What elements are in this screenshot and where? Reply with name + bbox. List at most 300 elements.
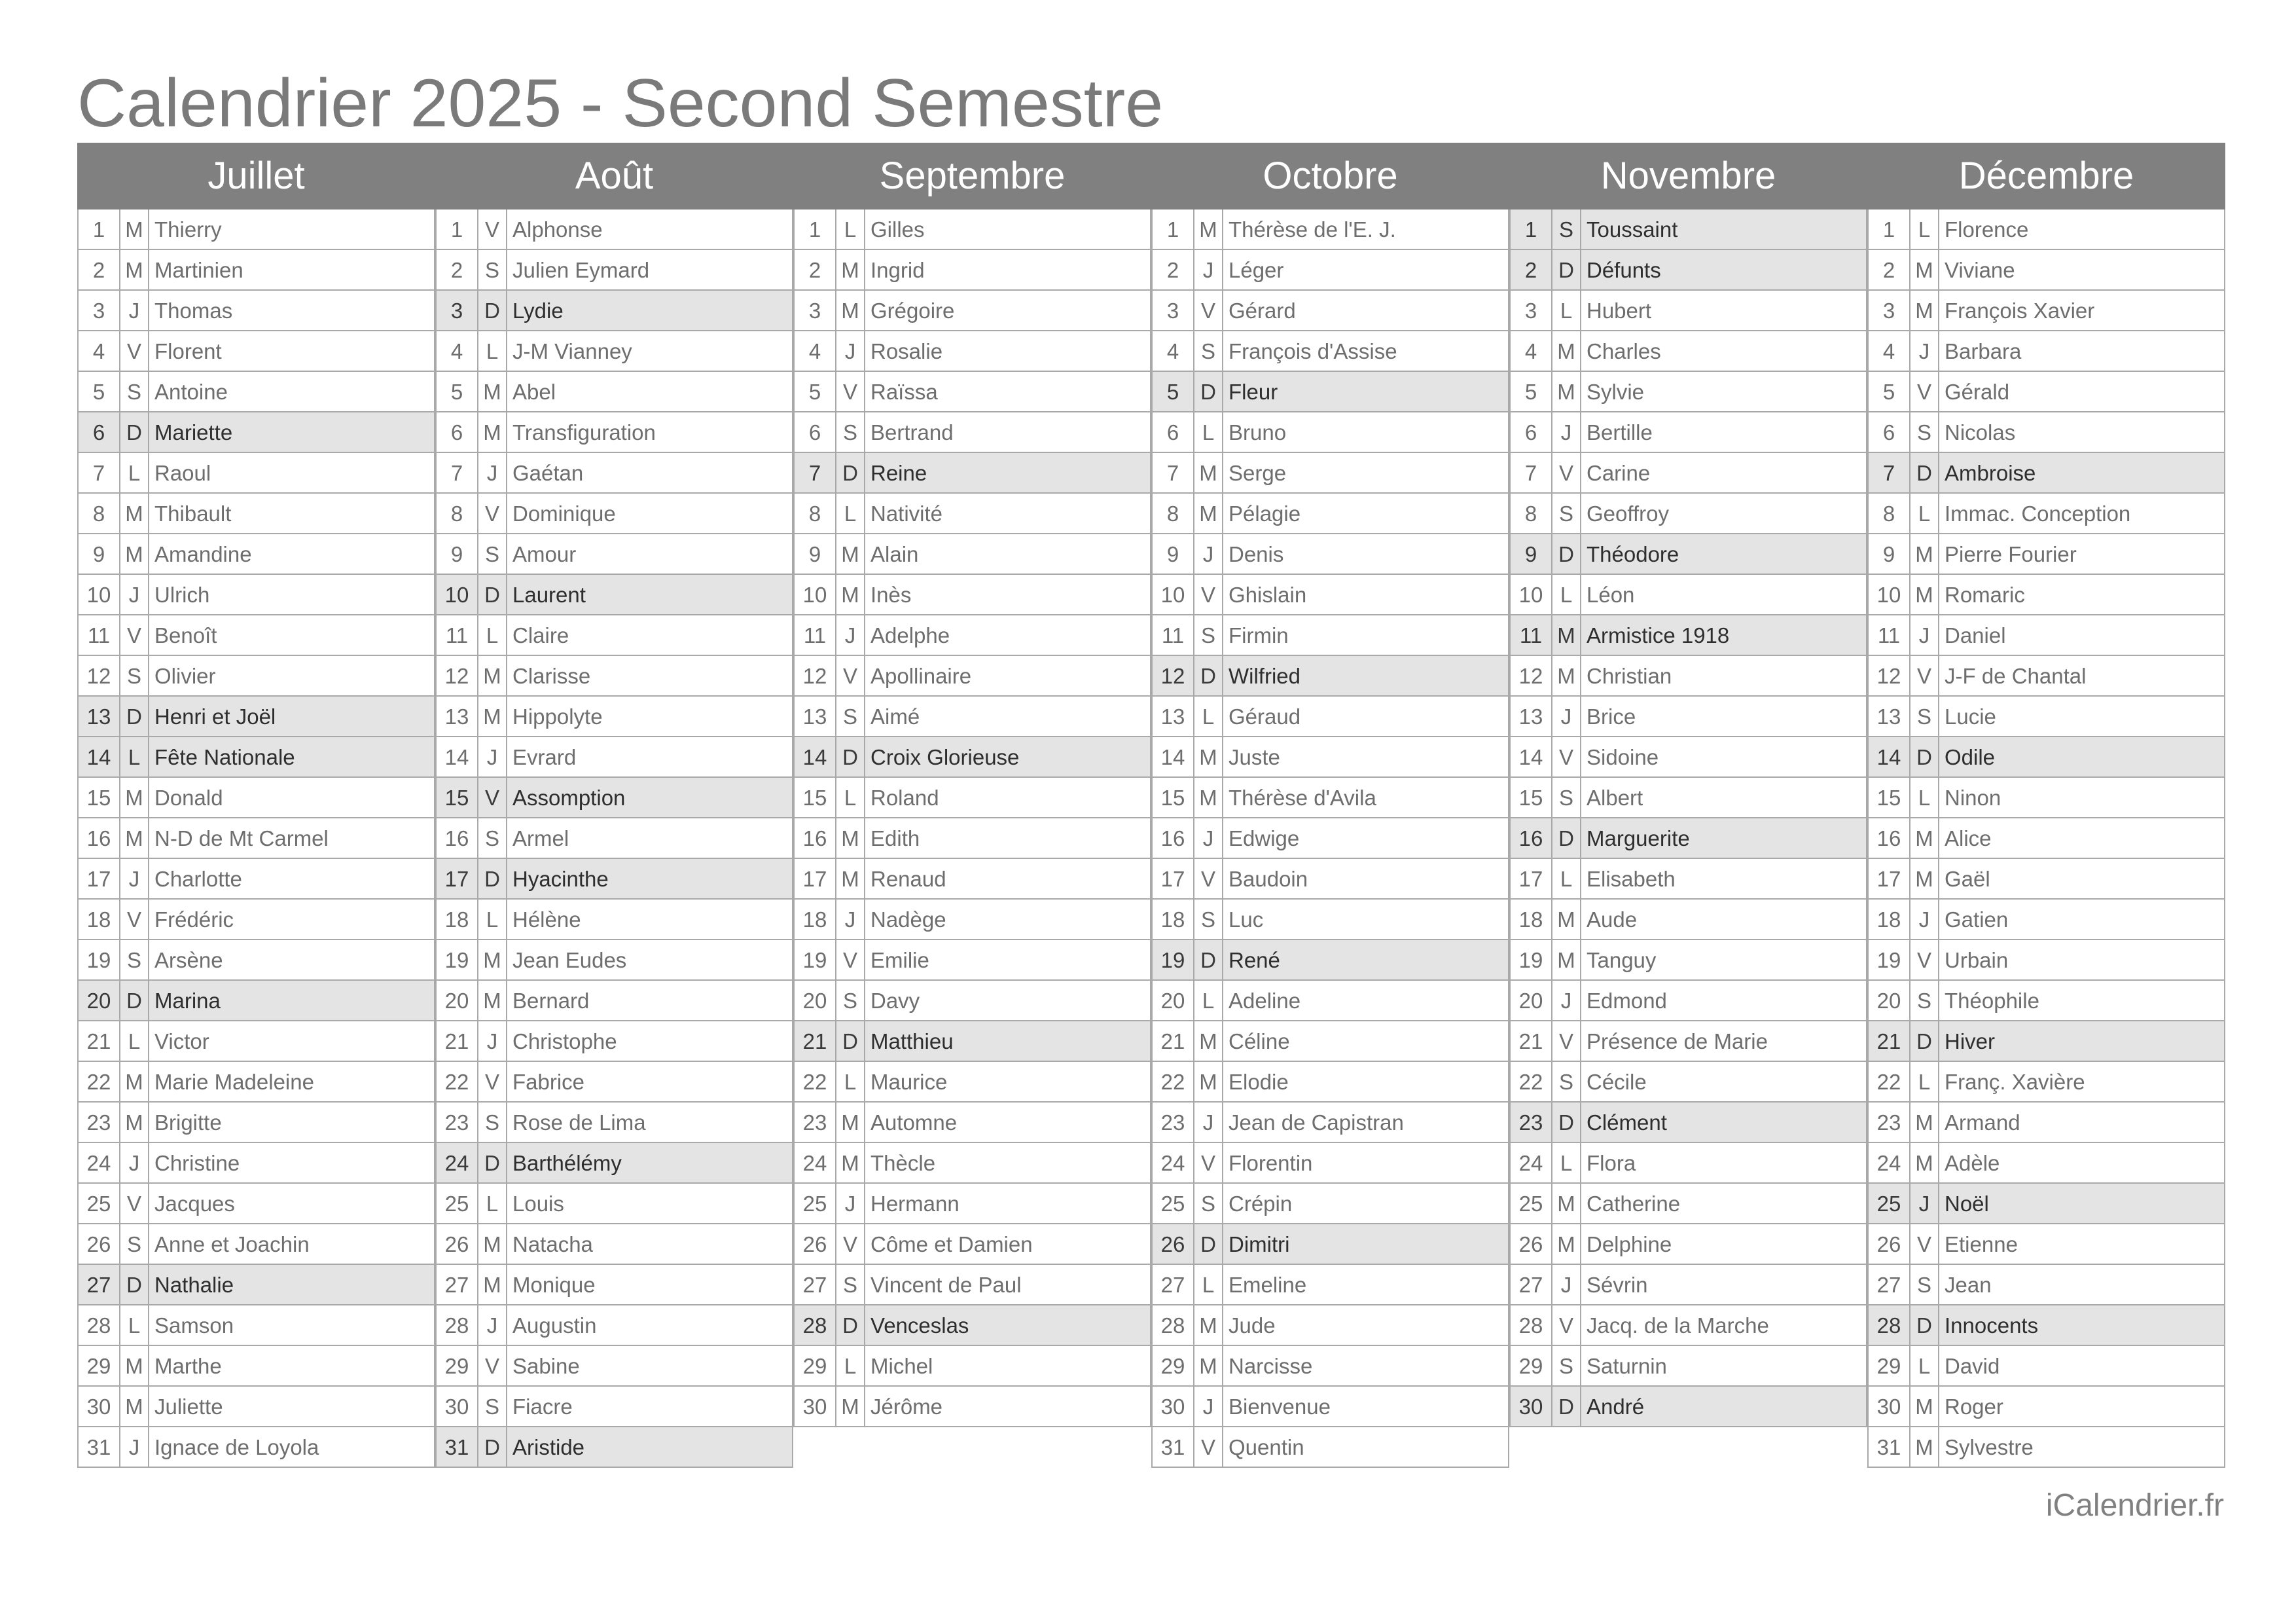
weekday-letter: S	[1552, 494, 1581, 534]
day-row-highlighted	[1509, 1387, 1867, 1427]
saint-name: Dominique	[507, 494, 793, 534]
day-row	[1509, 1021, 1867, 1062]
day-number: 6	[435, 412, 478, 453]
day-row	[77, 534, 435, 575]
saint-name: Gérald	[1939, 372, 2225, 412]
saint-name: Delphine	[1581, 1224, 1867, 1265]
saint-name: Christophe	[507, 1021, 793, 1062]
day-row	[435, 697, 793, 737]
saint-name: Barthélémy	[507, 1143, 793, 1184]
day-number: 30	[1151, 1387, 1194, 1427]
day-number: 1	[1509, 210, 1552, 250]
weekday-letter: J	[1552, 412, 1581, 453]
day-row-highlighted	[1509, 534, 1867, 575]
saint-name: Dimitri	[1223, 1224, 1509, 1265]
saint-name: Evrard	[507, 737, 793, 778]
saint-name: Hiver	[1939, 1021, 2225, 1062]
day-row-highlighted	[77, 412, 435, 453]
day-number: 1	[77, 210, 120, 250]
day-number: 14	[77, 737, 120, 778]
saint-name: Baudoin	[1223, 859, 1509, 900]
saint-name: Gilles	[865, 210, 1151, 250]
day-number: 4	[435, 331, 478, 372]
day-row	[1509, 575, 1867, 615]
weekday-letter: M	[1910, 859, 1939, 900]
day-row-highlighted	[793, 737, 1151, 778]
day-number: 17	[77, 859, 120, 900]
weekday-letter: S	[120, 656, 149, 697]
weekday-letter: V	[478, 1346, 507, 1387]
weekday-letter: M	[836, 250, 865, 291]
day-number: 4	[1151, 331, 1194, 372]
day-number: 17	[1151, 859, 1194, 900]
day-number: 5	[435, 372, 478, 412]
day-number: 13	[1867, 697, 1910, 737]
day-number: 10	[1151, 575, 1194, 615]
day-row-highlighted	[435, 1143, 793, 1184]
day-row	[1151, 981, 1509, 1021]
day-number: 9	[435, 534, 478, 575]
day-row	[77, 453, 435, 494]
day-row	[793, 697, 1151, 737]
weekday-letter: V	[1910, 656, 1939, 697]
day-number: 3	[1509, 291, 1552, 331]
weekday-letter: M	[836, 534, 865, 575]
day-row	[435, 1021, 793, 1062]
saint-name: Hermann	[865, 1184, 1151, 1224]
day-number: 9	[1509, 534, 1552, 575]
weekday-letter: L	[836, 1062, 865, 1103]
day-row	[793, 656, 1151, 697]
saint-name: Alphonse	[507, 210, 793, 250]
day-row	[77, 778, 435, 818]
saint-name: Charles	[1581, 331, 1867, 372]
weekday-letter: J	[1552, 697, 1581, 737]
saint-name: Amandine	[149, 534, 435, 575]
day-row	[435, 210, 793, 250]
saint-name: Natacha	[507, 1224, 793, 1265]
day-number: 25	[793, 1184, 836, 1224]
weekday-letter: S	[1552, 1062, 1581, 1103]
day-number: 16	[77, 818, 120, 859]
day-row	[793, 818, 1151, 859]
day-row	[1867, 1387, 2225, 1427]
day-row	[793, 534, 1151, 575]
saint-name: Pierre Fourier	[1939, 534, 2225, 575]
saint-name: Denis	[1223, 534, 1509, 575]
day-row	[793, 940, 1151, 981]
day-row	[793, 250, 1151, 291]
day-number: 22	[77, 1062, 120, 1103]
day-row	[77, 210, 435, 250]
day-number: 19	[1151, 940, 1194, 981]
day-row	[1867, 818, 2225, 859]
saint-name: Inès	[865, 575, 1151, 615]
day-number: 2	[1509, 250, 1552, 291]
day-row	[1151, 250, 1509, 291]
day-number: 8	[793, 494, 836, 534]
day-number: 25	[1151, 1184, 1194, 1224]
saint-name: Amour	[507, 534, 793, 575]
day-row	[77, 494, 435, 534]
saint-name: Laurent	[507, 575, 793, 615]
day-number: 22	[1509, 1062, 1552, 1103]
day-row	[1509, 1265, 1867, 1305]
weekday-letter: M	[1552, 656, 1581, 697]
day-row	[1509, 412, 1867, 453]
day-row	[793, 900, 1151, 940]
weekday-letter: S	[1910, 981, 1939, 1021]
day-number: 6	[793, 412, 836, 453]
weekday-letter: M	[1552, 1184, 1581, 1224]
saint-name: Ghislain	[1223, 575, 1509, 615]
saint-name: Marie Madeleine	[149, 1062, 435, 1103]
day-number: 16	[793, 818, 836, 859]
weekday-letter: M	[1552, 615, 1581, 656]
month-header: Juillet	[77, 143, 435, 210]
weekday-letter: L	[1910, 1346, 1939, 1387]
day-number: 9	[793, 534, 836, 575]
day-number: 11	[793, 615, 836, 656]
saint-name: Bienvenue	[1223, 1387, 1509, 1427]
day-row	[1151, 1427, 1509, 1468]
weekday-letter: L	[1910, 494, 1939, 534]
day-number: 24	[435, 1143, 478, 1184]
weekday-letter: S	[1194, 615, 1223, 656]
day-row-highlighted	[793, 1021, 1151, 1062]
day-number: 23	[793, 1103, 836, 1143]
day-row	[77, 859, 435, 900]
day-number: 15	[77, 778, 120, 818]
day-number: 23	[1867, 1103, 1910, 1143]
saint-name: Thècle	[865, 1143, 1151, 1184]
day-row	[793, 210, 1151, 250]
day-number: 3	[793, 291, 836, 331]
saint-name: Gérard	[1223, 291, 1509, 331]
day-number: 23	[1509, 1103, 1552, 1143]
saint-name: Vincent de Paul	[865, 1265, 1151, 1305]
saint-name: Abel	[507, 372, 793, 412]
day-row	[77, 1021, 435, 1062]
day-row-highlighted	[435, 859, 793, 900]
day-row	[435, 1184, 793, 1224]
weekday-letter: M	[1910, 1387, 1939, 1427]
weekday-letter: D	[1910, 453, 1939, 494]
day-number: 4	[1867, 331, 1910, 372]
day-row	[793, 1184, 1151, 1224]
weekday-letter: L	[1194, 697, 1223, 737]
day-number: 2	[435, 250, 478, 291]
weekday-letter: M	[478, 940, 507, 981]
weekday-letter: L	[478, 331, 507, 372]
weekday-letter: M	[1910, 575, 1939, 615]
day-row	[1509, 981, 1867, 1021]
day-row	[1151, 818, 1509, 859]
weekday-letter: D	[478, 1143, 507, 1184]
day-row	[1509, 331, 1867, 372]
day-row	[1509, 1224, 1867, 1265]
saint-name: Brigitte	[149, 1103, 435, 1143]
saint-name: Bruno	[1223, 412, 1509, 453]
saint-name: Bernard	[507, 981, 793, 1021]
weekday-letter: V	[1194, 1143, 1223, 1184]
saint-name: Hélène	[507, 900, 793, 940]
day-number: 18	[435, 900, 478, 940]
day-row	[435, 372, 793, 412]
day-row	[1867, 1103, 2225, 1143]
day-row	[435, 1387, 793, 1427]
weekday-letter: M	[120, 494, 149, 534]
saint-name: Saturnin	[1581, 1346, 1867, 1387]
saint-name: Bertrand	[865, 412, 1151, 453]
day-number: 7	[793, 453, 836, 494]
saint-name: Sylvestre	[1939, 1427, 2225, 1468]
day-row	[1151, 1184, 1509, 1224]
day-number: 18	[1867, 900, 1910, 940]
weekday-letter: J	[1194, 818, 1223, 859]
day-row-highlighted	[1151, 372, 1509, 412]
saint-name: Immac. Conception	[1939, 494, 2225, 534]
weekday-letter: V	[1552, 1305, 1581, 1346]
day-number: 11	[1151, 615, 1194, 656]
day-number: 31	[1151, 1427, 1194, 1468]
saint-name: Nativité	[865, 494, 1151, 534]
day-number: 27	[435, 1265, 478, 1305]
day-number: 30	[435, 1387, 478, 1427]
weekday-letter: M	[120, 210, 149, 250]
saint-name: Armel	[507, 818, 793, 859]
saint-name: Narcisse	[1223, 1346, 1509, 1387]
weekday-letter: D	[120, 1265, 149, 1305]
saint-name: Benoît	[149, 615, 435, 656]
day-number: 1	[1867, 210, 1910, 250]
weekday-letter: M	[1910, 1427, 1939, 1468]
day-row	[793, 778, 1151, 818]
weekday-letter: L	[1552, 859, 1581, 900]
saint-name: Côme et Damien	[865, 1224, 1151, 1265]
saint-name: Venceslas	[865, 1305, 1151, 1346]
day-row	[1151, 1346, 1509, 1387]
day-row-highlighted	[77, 981, 435, 1021]
day-row	[1867, 412, 2225, 453]
saint-name: Florentin	[1223, 1143, 1509, 1184]
saint-name: Elodie	[1223, 1062, 1509, 1103]
weekday-letter: M	[836, 1103, 865, 1143]
day-row	[77, 250, 435, 291]
day-row	[1509, 1184, 1867, 1224]
day-number: 11	[77, 615, 120, 656]
saint-name: Luc	[1223, 900, 1509, 940]
day-number: 26	[435, 1224, 478, 1265]
day-row-highlighted	[435, 1427, 793, 1468]
day-number: 3	[77, 291, 120, 331]
weekday-letter: M	[1194, 494, 1223, 534]
day-row	[77, 1305, 435, 1346]
day-row	[1509, 291, 1867, 331]
day-number: 16	[1509, 818, 1552, 859]
weekday-letter: J	[478, 1021, 507, 1062]
weekday-letter: M	[478, 412, 507, 453]
day-row	[77, 1387, 435, 1427]
day-number: 8	[1151, 494, 1194, 534]
saint-name: Henri et Joël	[149, 697, 435, 737]
day-row	[1151, 1387, 1509, 1427]
weekday-letter: S	[120, 1224, 149, 1265]
day-row	[793, 372, 1151, 412]
day-number: 26	[1509, 1224, 1552, 1265]
day-row-highlighted	[1509, 250, 1867, 291]
saint-name: Augustin	[507, 1305, 793, 1346]
day-row-highlighted	[77, 1265, 435, 1305]
saint-name: Rose de Lima	[507, 1103, 793, 1143]
weekday-letter: L	[120, 737, 149, 778]
saint-name: Flora	[1581, 1143, 1867, 1184]
saint-name: Reine	[865, 453, 1151, 494]
saint-name: Raoul	[149, 453, 435, 494]
day-row	[1867, 656, 2225, 697]
day-row	[1509, 1346, 1867, 1387]
weekday-letter: J	[1910, 900, 1939, 940]
day-number: 23	[435, 1103, 478, 1143]
weekday-letter: D	[836, 1021, 865, 1062]
day-number: 15	[1151, 778, 1194, 818]
saint-name: Rosalie	[865, 331, 1151, 372]
saint-name: Thérèse de l'E. J.	[1223, 210, 1509, 250]
saint-name: Léger	[1223, 250, 1509, 291]
day-row	[793, 981, 1151, 1021]
weekday-letter: L	[120, 1305, 149, 1346]
saint-name: Claire	[507, 615, 793, 656]
saint-name: Géraud	[1223, 697, 1509, 737]
day-number: 21	[793, 1021, 836, 1062]
day-number: 26	[1867, 1224, 1910, 1265]
day-row	[77, 331, 435, 372]
day-row	[1509, 1062, 1867, 1103]
day-row	[793, 1346, 1151, 1387]
weekday-letter: M	[120, 1346, 149, 1387]
day-row	[77, 1103, 435, 1143]
day-row	[77, 575, 435, 615]
day-number: 10	[435, 575, 478, 615]
day-row	[1867, 1427, 2225, 1468]
saint-name: Urbain	[1939, 940, 2225, 981]
saint-name: Présence de Marie	[1581, 1021, 1867, 1062]
day-row-highlighted	[1151, 940, 1509, 981]
day-number: 2	[1151, 250, 1194, 291]
saint-name: Défunts	[1581, 250, 1867, 291]
day-number: 4	[793, 331, 836, 372]
saint-name: Jean	[1939, 1265, 2225, 1305]
day-row	[1509, 900, 1867, 940]
weekday-letter: V	[478, 1062, 507, 1103]
day-number: 25	[1509, 1184, 1552, 1224]
weekday-letter: M	[836, 575, 865, 615]
saint-name: Olivier	[149, 656, 435, 697]
day-number: 29	[1151, 1346, 1194, 1387]
day-number: 3	[1151, 291, 1194, 331]
weekday-letter: V	[836, 940, 865, 981]
day-row	[435, 615, 793, 656]
day-row	[1151, 1265, 1509, 1305]
day-number: 23	[77, 1103, 120, 1143]
weekday-letter: M	[1194, 737, 1223, 778]
weekday-letter: D	[120, 412, 149, 453]
saint-name: Firmin	[1223, 615, 1509, 656]
weekday-letter: L	[120, 453, 149, 494]
day-row	[77, 1062, 435, 1103]
weekday-letter: M	[478, 1224, 507, 1265]
day-number: 29	[1867, 1346, 1910, 1387]
weekday-letter: J	[1910, 1184, 1939, 1224]
day-number: 12	[1151, 656, 1194, 697]
day-row	[1151, 1305, 1509, 1346]
day-row	[1509, 859, 1867, 900]
day-row	[435, 1305, 793, 1346]
weekday-letter: S	[478, 250, 507, 291]
day-row	[435, 331, 793, 372]
weekday-letter: L	[1552, 1143, 1581, 1184]
day-row	[1509, 453, 1867, 494]
day-row	[793, 615, 1151, 656]
weekday-letter: S	[1194, 331, 1223, 372]
saint-name: Thérèse d'Avila	[1223, 778, 1509, 818]
saint-name: Assomption	[507, 778, 793, 818]
day-number: 8	[1509, 494, 1552, 534]
weekday-letter: J	[1194, 250, 1223, 291]
day-number: 6	[1867, 412, 1910, 453]
weekday-letter: M	[836, 818, 865, 859]
day-row-highlighted	[1151, 1224, 1509, 1265]
saint-name: Théodore	[1581, 534, 1867, 575]
day-row	[1151, 615, 1509, 656]
saint-name: Ambroise	[1939, 453, 2225, 494]
weekday-letter: S	[478, 818, 507, 859]
weekday-letter: M	[1194, 1305, 1223, 1346]
day-number: 13	[793, 697, 836, 737]
saint-name: Christian	[1581, 656, 1867, 697]
day-row	[77, 1346, 435, 1387]
saint-name: Nadège	[865, 900, 1151, 940]
day-row	[1867, 210, 2225, 250]
day-number: 11	[435, 615, 478, 656]
weekday-letter: V	[1910, 372, 1939, 412]
day-number: 7	[1151, 453, 1194, 494]
saint-name: Nicolas	[1939, 412, 2225, 453]
day-number: 31	[435, 1427, 478, 1468]
day-number: 12	[1509, 656, 1552, 697]
day-row	[1867, 900, 2225, 940]
saint-name: Florent	[149, 331, 435, 372]
weekday-letter: L	[1910, 210, 1939, 250]
saint-name: Quentin	[1223, 1427, 1509, 1468]
day-number: 17	[793, 859, 836, 900]
day-number: 19	[435, 940, 478, 981]
day-number: 11	[1867, 615, 1910, 656]
day-number: 21	[435, 1021, 478, 1062]
day-number: 10	[1867, 575, 1910, 615]
day-row	[1151, 331, 1509, 372]
day-row	[77, 940, 435, 981]
saint-name: Sylvie	[1581, 372, 1867, 412]
weekday-letter: V	[478, 494, 507, 534]
day-number: 24	[1151, 1143, 1194, 1184]
weekday-letter: D	[836, 453, 865, 494]
day-number: 27	[77, 1265, 120, 1305]
month-header: Novembre	[1509, 143, 1867, 210]
day-row	[77, 1427, 435, 1468]
day-row	[77, 1143, 435, 1184]
day-number: 26	[77, 1224, 120, 1265]
